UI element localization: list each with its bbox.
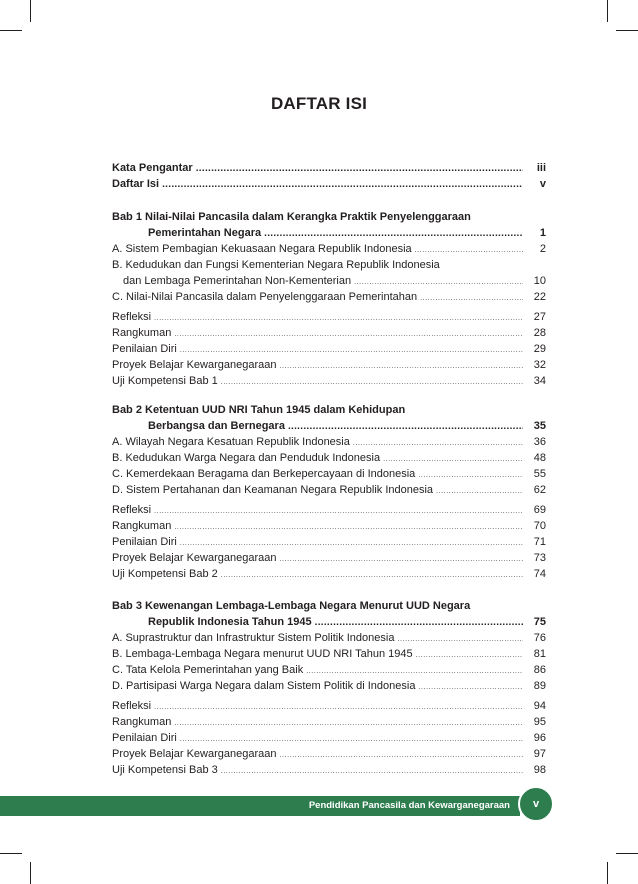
toc-label: A. Suprastruktur dan Infrastruktur Sistem Politik Indonesia	[112, 632, 395, 644]
toc-entry-daftar-isi[interactable]	[112, 177, 546, 192]
toc-label: Proyek Belajar Kewarganegaraan	[112, 359, 277, 371]
toc-page: 97	[533, 748, 546, 760]
crop-mark	[0, 30, 22, 31]
toc-page: 75	[533, 616, 546, 628]
toc-label: Proyek Belajar Kewarganegaraan	[112, 748, 277, 760]
toc-label: C. Tata Kelola Pemerintahan yang Baik	[112, 664, 304, 676]
toc-section[interactable]	[112, 435, 546, 450]
toc-page: 1	[539, 227, 546, 239]
toc-extra[interactable]	[112, 310, 546, 325]
toc-page: 27	[533, 311, 546, 323]
toc-label: Rangkuman	[112, 327, 172, 339]
toc-page: 74	[533, 568, 546, 580]
toc-extra[interactable]	[112, 715, 546, 730]
toc-extra[interactable]	[112, 503, 546, 518]
crop-mark	[30, 0, 31, 22]
chapter-heading[interactable]: Bab 2 Ketentuan UUD NRI Tahun 1945 dalam Kehidupan	[112, 404, 406, 416]
toc-label: Uji Kompetensi Bab 3	[112, 764, 218, 776]
toc-page: 95	[533, 716, 546, 728]
toc-page: 69	[533, 504, 546, 516]
toc-section[interactable]	[112, 290, 546, 305]
crop-mark	[616, 30, 638, 31]
crop-mark	[0, 853, 22, 854]
toc-label: Uji Kompetensi Bab 2	[112, 568, 218, 580]
toc-section[interactable]	[112, 483, 546, 498]
toc-page: 96	[533, 732, 546, 744]
toc-extra[interactable]	[112, 519, 546, 534]
toc-label: Penilaian Diri	[112, 732, 177, 744]
toc-label: D. Sistem Pertahanan dan Keamanan Negara Republik Indonesia	[112, 484, 434, 496]
toc-section[interactable]	[112, 274, 546, 289]
toc-extra[interactable]	[112, 567, 546, 582]
crop-mark	[607, 862, 608, 884]
toc-extra[interactable]	[112, 358, 546, 373]
toc-entry-kata-pengantar[interactable]	[112, 161, 546, 176]
toc-label: dan Lembaga Pemerintahan Non-Kementerian	[123, 275, 352, 287]
toc-page: 73	[533, 552, 546, 564]
toc-label: Rangkuman	[112, 716, 172, 728]
toc-extra[interactable]	[112, 699, 546, 714]
toc-section[interactable]	[112, 647, 546, 662]
toc-section[interactable]	[112, 631, 546, 646]
toc-page: v	[539, 178, 546, 190]
crop-mark	[616, 853, 638, 854]
toc-section-line1[interactable]: B. Kedudukan dan Fungsi Kementerian Negara Republik Indonesia	[112, 259, 440, 271]
toc-page: 36	[533, 436, 546, 448]
toc-page: 86	[533, 664, 546, 676]
chapter-heading-line2[interactable]	[112, 419, 546, 434]
toc-extra[interactable]	[112, 326, 546, 341]
toc-section[interactable]	[112, 663, 546, 678]
toc-page: 70	[533, 520, 546, 532]
toc-label: Penilaian Diri	[112, 536, 177, 548]
toc-extra[interactable]	[112, 747, 546, 762]
toc-page: 89	[533, 680, 546, 692]
toc-section[interactable]	[112, 467, 546, 482]
chapter-heading-line2[interactable]	[112, 615, 546, 630]
toc-page: 10	[533, 275, 546, 287]
toc-page: 55	[533, 468, 546, 480]
toc-label: A. Sistem Pembagian Kekuasaan Negara Republik Indonesia	[112, 243, 412, 255]
toc-label: Pemerintahan Negara	[148, 227, 262, 239]
chapter-heading[interactable]: Bab 3 Kewenangan Lembaga-Lembaga Negara Menurut UUD Negara	[112, 600, 471, 612]
toc-section[interactable]	[112, 242, 546, 257]
toc-label: C. Kemerdekaan Beragama dan Berkepercayaan di Indonesia	[112, 468, 416, 480]
toc-label: Daftar Isi	[112, 178, 160, 190]
toc-extra[interactable]	[112, 535, 546, 550]
toc-section[interactable]	[112, 451, 546, 466]
toc-page: 76	[533, 632, 546, 644]
chapter-heading[interactable]: Bab 1 Nilai-Nilai Pancasila dalam Kerangka Praktik Penyelenggaraan	[112, 211, 471, 223]
toc-label: C. Nilai-Nilai Pancasila dalam Penyelenggaraan Pemerintahan	[112, 291, 418, 303]
toc-extra[interactable]	[112, 551, 546, 566]
toc-label: A. Wilayah Negara Kesatuan Republik Indonesia	[112, 436, 350, 448]
toc-label: Republik Indonesia Tahun 1945	[148, 616, 312, 628]
page-title: DAFTAR ISI	[270, 94, 368, 113]
toc-page: 98	[533, 764, 546, 776]
toc-section[interactable]	[112, 679, 546, 694]
chapter-heading-line2[interactable]	[112, 226, 546, 241]
toc-page: 81	[533, 648, 546, 660]
toc-page: 62	[533, 484, 546, 496]
toc-label: Proyek Belajar Kewarganegaraan	[112, 552, 277, 564]
footer-book-title: Pendidikan Pancasila dan Kewarganegaraan	[308, 800, 510, 811]
toc-label: D. Partisipasi Warga Negara dalam Sistem Politik di Indonesia	[112, 680, 416, 692]
toc-label: Kata Pengantar	[112, 162, 193, 174]
table-of-contents	[112, 0, 546, 884]
toc-page: 32	[533, 359, 546, 371]
toc-label: B. Lembaga-Lembaga Negara menurut UUD NRI Tahun 1945	[112, 648, 413, 660]
toc-label: Berbangsa dan Bernegara	[148, 420, 285, 432]
toc-page: 35	[533, 420, 546, 432]
toc-page: 71	[533, 536, 546, 548]
page-number-badge: v	[518, 786, 554, 822]
toc-extra[interactable]	[112, 342, 546, 357]
toc-label: Penilaian Diri	[112, 343, 177, 355]
toc-page: 29	[533, 343, 546, 355]
toc-label: Refleksi	[112, 504, 152, 516]
toc-label: Uji Kompetensi Bab 1	[112, 375, 218, 387]
toc-extra[interactable]	[112, 763, 546, 778]
toc-page: 2	[539, 243, 546, 255]
toc-label: Refleksi	[112, 700, 152, 712]
crop-mark	[607, 0, 608, 22]
toc-label: Refleksi	[112, 311, 152, 323]
toc-page: 48	[533, 452, 546, 464]
toc-extra[interactable]	[112, 731, 546, 746]
crop-mark	[30, 862, 31, 884]
toc-extra[interactable]	[112, 374, 546, 389]
toc-page: 22	[533, 291, 546, 303]
toc-page: 34	[533, 375, 546, 387]
toc-page: 94	[533, 700, 546, 712]
toc-label: B. Kedudukan Warga Negara dan Penduduk Indonesia	[112, 452, 381, 464]
toc-label: Rangkuman	[112, 520, 172, 532]
toc-page: 28	[533, 327, 546, 339]
toc-page: iii	[536, 162, 546, 174]
